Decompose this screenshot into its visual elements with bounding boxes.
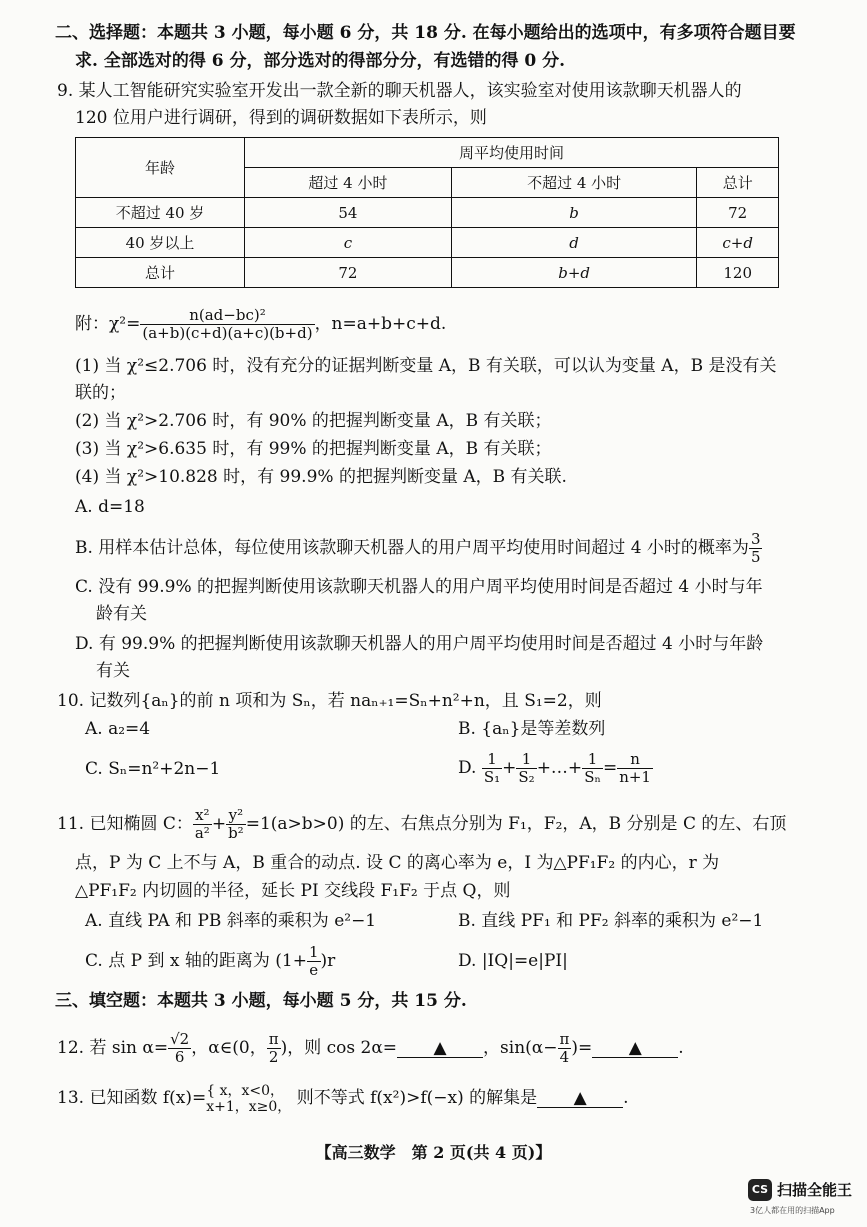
q11-option-c: C. 点 P 到 x 轴的距离为 (1+ $\frac{1}{e}$ )r: [85, 943, 336, 979]
q11-stem-line1: 11. 已知椭圆 C： $\frac{\text{x²}}{\text{a²}}$ + $\frac{\text{y²}}{\text{b²}}$ =1(a>b>0) 的左、右焦点分别为 F₁，F₂，A，B 分别是 C 的左、右顶: [57, 806, 787, 842]
q12-stem: 12. 若 sin α= $\frac{√2}{6}$ ，α∈(0， $\frac{\pi}{2}$ )，则 cos 2α= ▲ ，sin(α− $\frac{\pi}{4}$ )= ▲ .: [57, 1030, 684, 1066]
q11-option-a: A. 直线 PA 和 PB 斜率的乘积为 e²−1: [85, 911, 377, 931]
q12-blank-1[interactable]: ▲: [397, 1039, 483, 1058]
camscanner-logo: CS: [748, 1179, 772, 1201]
q10-stem: 10. 记数列{aₙ}的前 n 项和为 Sₙ，若 naₙ₊₁=Sₙ+n²+n，且 S₁=2，则: [57, 691, 602, 711]
note-3: (3) 当 χ²>6.635 时，有 99% 的把握判断变量 A，B 有关联；: [75, 439, 552, 459]
q11-stem-line3: △PF₁F₂ 内切圆的半径，延长 PI 交线段 F₁F₂ 于点 Q，则: [75, 881, 511, 901]
note-1-line1: (1) 当 χ²≤2.706 时，没有充分的证据判断变量 A，B 有关联，可以认为变量 A，B 是没有关: [75, 356, 777, 376]
table-row: 不超过 40 岁 54 b 72: [76, 198, 779, 228]
q9-option-c-line1: C. 没有 99.9% 的把握判断使用该款聊天机器人的用户周平均使用时间是否超过 4 小时与年: [75, 577, 763, 597]
q10-option-c: C. Sₙ=n²+2n−1: [85, 759, 221, 779]
q13-blank[interactable]: ▲: [537, 1089, 623, 1108]
survey-table: [75, 137, 779, 288]
q9-option-c-line2: 龄有关: [96, 604, 147, 624]
q9-option-d-line2: 有关: [96, 661, 130, 681]
table-header-usage: 周平均使用时间: [245, 138, 779, 168]
q12-blank-2[interactable]: ▲: [592, 1039, 678, 1058]
q13-stem: 13. 已知函数 f(x)= { x，x<0， x+1，x≥0， 则不等式 f(x²)>f(−x) 的解集是 ▲ .: [57, 1082, 629, 1115]
table-col-over4: 超过 4 小时: [245, 168, 452, 198]
note-4: (4) 当 χ²>10.828 时，有 99.9% 的把握判断变量 A，B 有关联.: [75, 467, 567, 487]
note-1-line2: 联的；: [75, 383, 126, 403]
q9-option-b: B. 用样本估计总体，每位使用该款聊天机器人的用户周平均使用时间超过 4 小时的概率为 $\frac{3}{5}$: [75, 530, 761, 566]
q11-option-b: B. 直线 PF₁ 和 PF₂ 斜率的乘积为 e²−1: [458, 911, 764, 931]
q11-stem-line2: 点，P 为 C 上不与 A，B 重合的动点. 设 C 的离心率为 e，I 为△PF₁F₂ 的内心，r 为: [75, 853, 720, 873]
q9-stem-line1: 9. 某人工智能研究实验室开发出一款全新的聊天机器人，该实验室对使用该款聊天机器人的: [57, 81, 742, 101]
q10-option-b: B. {aₙ}是等差数列: [458, 719, 606, 739]
section2-header-line2: 求. 全部选对的得 6 分，部分选对的得部分分，有选错的得 0 分.: [75, 51, 566, 71]
section2-header-line1: 二、选择题：本题共 3 小题，每小题 6 分，共 18 分. 在每小题给出的选项中，有多项符合题目要: [55, 23, 796, 43]
table-col-total: 总计: [697, 168, 779, 198]
note-2: (2) 当 χ²>2.706 时，有 90% 的把握判断变量 A，B 有关联；: [75, 411, 552, 431]
q10-option-a: A. a₂=4: [85, 719, 151, 739]
q10-option-d: D. $\frac{1}{\text{S₁}}$ + $\frac{1}{\text{S₂}}$ +…+ $\frac{1}{\text{Sₙ}}$ = $\frac{n}{n+1}$: [458, 750, 651, 786]
page-footer: 【高三数学 第 2 页(共 4 页)】: [315, 1143, 552, 1162]
table-col-notover4: 不超过 4 小时: [451, 168, 697, 198]
table-header-age: 年龄: [76, 138, 245, 198]
table-row: 40 岁以上 c d c+d: [76, 228, 779, 258]
q9-option-a: A. d=18: [75, 497, 145, 517]
q9-option-d-line1: D. 有 99.9% 的把握判断使用该款聊天机器人的用户周平均使用时间是否超过 4 小时与年龄: [75, 634, 764, 654]
watermark-name: 扫描全能王: [777, 1181, 853, 1199]
scanner-watermark: [748, 1177, 860, 1217]
watermark-tagline: 3亿人都在用的扫描App: [750, 1206, 835, 1215]
chi-square-formula: 附：χ²= $\frac{\text{n(ad−bc)²}}{(a+b)(c+d)(a+c)(b+d)}$ ，n=a+b+c+d.: [75, 306, 447, 342]
q9-stem-line2: 120 位用户进行调研，得到的调研数据如下表所示，则: [75, 108, 487, 128]
q11-option-d: D. |IQ|=e|PI|: [458, 951, 568, 971]
section3-header: 三、填空题：本题共 3 小题，每小题 5 分，共 15 分.: [55, 991, 467, 1011]
table-row: 总计 72 b+d 120: [76, 258, 779, 288]
